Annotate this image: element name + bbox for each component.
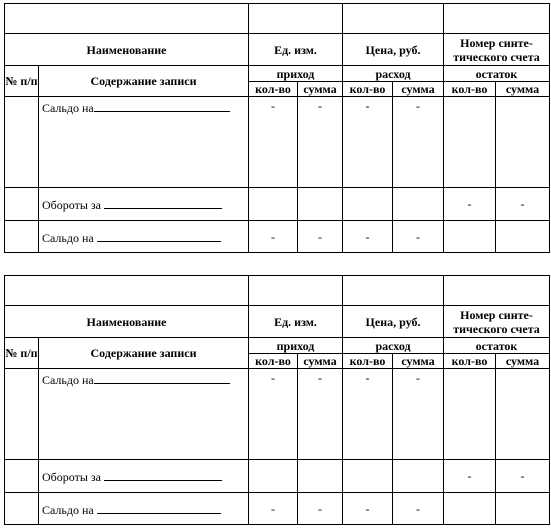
balance-sum-header: сумма	[496, 354, 550, 369]
turnover-cell[interactable]	[39, 188, 249, 221]
balance-header: остаток	[444, 338, 550, 354]
expense-qty-cell[interactable]: -	[343, 97, 393, 188]
turnover-label: Обороты за	[42, 470, 101, 484]
header-title-row	[5, 306, 550, 338]
content-header: Содержание записи	[39, 338, 249, 369]
closing-balance-label: Сальдо на	[42, 502, 94, 517]
unit-header: Ед. изм.	[249, 306, 343, 338]
price-header: Цена, руб.	[343, 34, 444, 66]
blank-cell	[249, 4, 343, 34]
table-row-opening	[5, 369, 550, 460]
header-group-row	[5, 66, 550, 82]
balance-header: остаток	[444, 66, 550, 82]
table-row-closing	[5, 221, 550, 253]
header-blank-row	[5, 276, 550, 306]
balance-sum-cell[interactable]	[496, 221, 550, 253]
income-qty-header: кол-во	[249, 354, 298, 369]
balance-qty-cell[interactable]: -	[444, 460, 496, 493]
header-title-row	[5, 34, 550, 66]
income-sum-header: сумма	[298, 82, 343, 97]
account-header: Номер синте-тического счета	[444, 34, 550, 66]
expense-sum-cell[interactable]	[393, 460, 444, 493]
period-blank-line	[104, 468, 222, 481]
expense-sum-cell[interactable]: -	[393, 493, 444, 525]
expense-header: расход	[343, 66, 444, 82]
date-blank-line	[97, 229, 221, 242]
balance-sum-cell[interactable]: -	[496, 188, 550, 221]
ledger-form-2	[4, 275, 549, 525]
blank-cell	[343, 4, 444, 34]
income-qty-cell[interactable]: -	[249, 221, 298, 253]
price-header: Цена, руб.	[343, 306, 444, 338]
balance-sum-cell[interactable]	[496, 369, 550, 460]
opening-balance-label: Сальдо на	[42, 373, 94, 387]
blank-cell	[343, 276, 444, 306]
number-header: № п/п	[5, 338, 39, 369]
table-row-opening	[5, 97, 550, 188]
expense-qty-header: кол-во	[343, 82, 393, 97]
opening-balance-cell[interactable]	[39, 97, 249, 188]
income-sum-cell[interactable]: -	[298, 493, 343, 525]
income-sum-cell[interactable]: -	[298, 369, 343, 460]
balance-qty-header: кол-во	[444, 82, 496, 97]
income-qty-cell[interactable]: -	[249, 493, 298, 525]
balance-qty-header: кол-во	[444, 354, 496, 369]
income-qty-header: кол-во	[249, 82, 298, 97]
opening-balance-cell[interactable]	[39, 369, 249, 460]
expense-qty-cell[interactable]: -	[343, 493, 393, 525]
income-sum-cell[interactable]	[298, 188, 343, 221]
turnover-label: Обороты за	[42, 198, 101, 212]
income-sum-cell[interactable]	[298, 460, 343, 493]
table-row-turnover	[5, 460, 550, 493]
expense-qty-header: кол-во	[343, 354, 393, 369]
expense-sum-header: сумма	[393, 82, 444, 97]
closing-balance-label: Сальдо на	[42, 230, 94, 245]
balance-sum-cell[interactable]	[496, 97, 550, 188]
expense-qty-cell[interactable]: -	[343, 221, 393, 253]
blank-cell	[444, 4, 550, 34]
number-cell[interactable]	[5, 188, 39, 221]
income-qty-cell[interactable]	[249, 188, 298, 221]
number-cell[interactable]	[5, 369, 39, 460]
number-header: № п/п	[5, 66, 39, 97]
opening-balance-label: Сальдо на	[42, 101, 94, 115]
expense-sum-cell[interactable]: -	[393, 369, 444, 460]
number-cell[interactable]	[5, 97, 39, 188]
content-header: Содержание записи	[39, 66, 249, 97]
number-cell[interactable]	[5, 460, 39, 493]
date-blank-line	[94, 371, 230, 384]
expense-sum-cell[interactable]: -	[393, 97, 444, 188]
income-qty-cell[interactable]: -	[249, 369, 298, 460]
closing-balance-cell[interactable]	[39, 221, 249, 253]
closing-balance-cell[interactable]	[39, 493, 249, 525]
income-sum-cell[interactable]: -	[298, 97, 343, 188]
account-header: Номер синте-тического счета	[444, 306, 550, 338]
name-header: Наименование	[5, 306, 249, 338]
income-qty-cell[interactable]: -	[249, 97, 298, 188]
name-header: Наименование	[5, 34, 249, 66]
ledger-form-1	[4, 3, 549, 253]
income-qty-cell[interactable]	[249, 460, 298, 493]
balance-sum-header: сумма	[496, 82, 550, 97]
header-blank-row	[5, 4, 550, 34]
balance-sum-cell[interactable]	[496, 493, 550, 525]
expense-qty-cell[interactable]	[343, 188, 393, 221]
blank-cell	[444, 276, 550, 306]
header-group-row	[5, 338, 550, 354]
blank-cell	[5, 4, 249, 34]
expense-sum-cell[interactable]: -	[393, 221, 444, 253]
expense-sum-header: сумма	[393, 354, 444, 369]
income-sum-cell[interactable]: -	[298, 221, 343, 253]
balance-qty-cell[interactable]	[444, 221, 496, 253]
table-row-closing	[5, 493, 550, 525]
income-header: приход	[249, 338, 343, 354]
period-blank-line	[104, 196, 222, 209]
unit-header: Ед. изм.	[249, 34, 343, 66]
expense-sum-cell[interactable]	[393, 188, 444, 221]
blank-cell	[5, 276, 249, 306]
balance-qty-cell[interactable]: -	[444, 188, 496, 221]
turnover-cell[interactable]	[39, 460, 249, 493]
balance-sum-cell[interactable]: -	[496, 460, 550, 493]
blank-cell	[249, 276, 343, 306]
number-cell[interactable]	[5, 221, 39, 253]
expense-qty-cell[interactable]: -	[343, 369, 393, 460]
date-blank-line	[97, 501, 221, 514]
expense-header: расход	[343, 338, 444, 354]
balance-qty-cell[interactable]	[444, 493, 496, 525]
expense-qty-cell[interactable]	[343, 460, 393, 493]
balance-qty-cell[interactable]	[444, 97, 496, 188]
table-row-turnover	[5, 188, 550, 221]
number-cell[interactable]	[5, 493, 39, 525]
balance-qty-cell[interactable]	[444, 369, 496, 460]
ledger-table	[4, 3, 550, 253]
date-blank-line	[94, 99, 230, 112]
ledger-table	[4, 275, 550, 525]
income-header: приход	[249, 66, 343, 82]
income-sum-header: сумма	[298, 354, 343, 369]
